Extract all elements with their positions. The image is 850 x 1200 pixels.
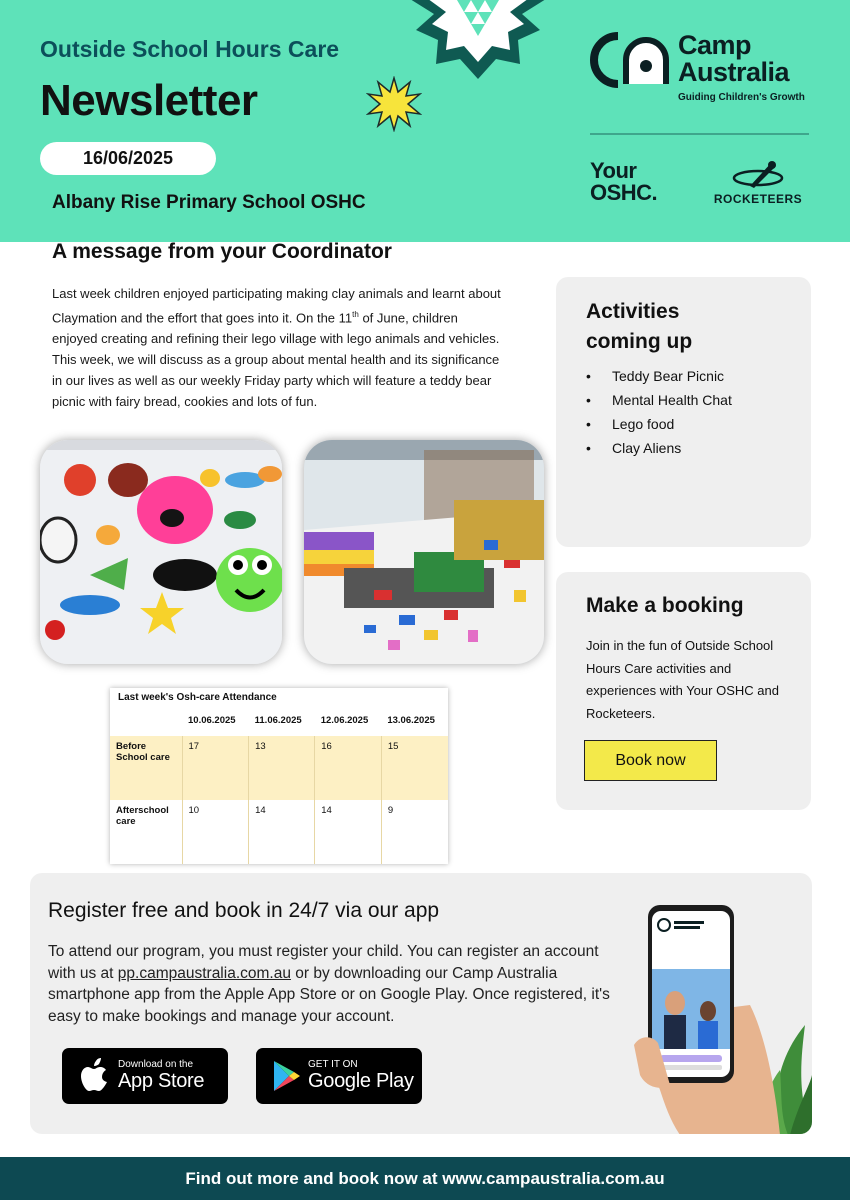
google-play-icon (272, 1060, 302, 1092)
activities-heading (586, 297, 786, 357)
attendance-date-header: 11.06.2025 (254, 714, 302, 726)
rocketeers-logo (706, 158, 810, 208)
bullet-icon: • (586, 440, 591, 456)
activities-heading-line2: coming up (586, 330, 693, 353)
rocket-icon (728, 158, 788, 190)
register-text-part2: or by downloading our Camp Australia smartphone app from the Apple App Store or on Google Play. Once registered, it's easy to make bookings and manage your account. (48, 964, 610, 1025)
attendance-cell: 10 (182, 800, 249, 864)
google-play-small-label: GET IT ON (308, 1059, 358, 1070)
attendance-table (110, 704, 448, 864)
newsletter-header (0, 0, 850, 242)
app-store-button[interactable] (62, 1048, 228, 1104)
booking-text: Join in the fun of Outside School Hours Care activities and experiences with Your OSHC and Rocketeers. (586, 638, 779, 721)
attendance-cell: 13 (249, 736, 315, 800)
your-oshc-logo (590, 160, 657, 204)
app-store-small-label: Download on the (118, 1059, 194, 1070)
list-item (586, 412, 732, 436)
google-play-big-label: Google Play (308, 1070, 414, 1092)
camp-australia-logo (586, 30, 816, 108)
attendance-date-header: 10.06.2025 (188, 714, 236, 726)
your-oshc-line1: Your (590, 158, 637, 183)
brand-tagline: Guiding Children's Growth (678, 92, 805, 103)
register-link[interactable]: pp.campaustralia.com.au (117, 964, 291, 982)
yellow-starburst-icon (366, 76, 422, 132)
brand-name-line1: Camp (678, 30, 752, 60)
activity-label: Teddy Bear Picnic (612, 368, 725, 384)
attendance-cell: 17 (182, 736, 249, 800)
newsletter-date: 16/06/2025 (40, 142, 216, 175)
coordinator-message (52, 283, 502, 412)
list-item (586, 388, 732, 412)
register-section (30, 873, 812, 1134)
message-text-part1: Last week children enjoyed participating making clay animals and learnt about Claymation and the effort that goes into it. On the 11 (52, 286, 501, 326)
coordinator-heading: A message from your Coordinator (52, 240, 392, 263)
activity-label: Clay Aliens (612, 440, 682, 456)
attendance-cell: 16 (315, 736, 382, 800)
message-superscript: th (352, 310, 359, 319)
message-text-part2: of June, children enjoyed creating and refining their lego village with lego animals and vehicles. This week, we will discuss as a group about mental health and its significance in our lives as well as our weekly Friday party which will feature a teddy bear picnic with fairy bread, cookies and lots of fun. (52, 310, 500, 410)
attendance-cell: 15 (381, 736, 448, 800)
activities-list (586, 364, 732, 460)
book-now-button[interactable]: Book now (584, 740, 717, 781)
activities-heading-line1: Activities (586, 300, 680, 323)
attendance-table-card (110, 688, 448, 864)
newsletter-title: Newsletter (40, 76, 258, 125)
attendance-header-row (110, 704, 448, 736)
attendance-row (110, 800, 448, 864)
header-divider (590, 133, 809, 135)
brand-name-line2: Australia (678, 57, 790, 87)
camp-australia-ca-icon (586, 30, 672, 90)
attendance-title: Last week's Osh-care Attendance (118, 692, 277, 703)
footer-banner[interactable]: Find out more and book now at www.campaustralia.com.au (0, 1157, 850, 1200)
attendance-cell: 9 (387, 805, 394, 816)
newsletter-subtitle: Outside School Hours Care (40, 36, 340, 62)
register-text-part1: To attend our program, you must register your child. You can register an account with us at (48, 943, 599, 982)
apple-icon (78, 1056, 112, 1096)
attendance-row (110, 736, 448, 800)
attendance-date-header: 13.06.2025 (387, 714, 435, 726)
activity-label: Mental Health Chat (612, 392, 732, 408)
register-heading: Register free and book in 24/7 via our app (48, 899, 440, 922)
booking-heading: Make a booking (586, 594, 744, 617)
attendance-corner-cell (110, 704, 182, 736)
lego-village-photo (304, 440, 544, 664)
list-item (586, 364, 732, 388)
bullet-icon: • (586, 416, 591, 432)
list-item (586, 436, 732, 460)
booking-card (556, 572, 811, 810)
bullet-icon: • (586, 392, 591, 408)
app-store-big-label: App Store (118, 1070, 205, 1092)
attendance-date-header: 12.06.2025 (320, 714, 369, 726)
bullet-icon: • (586, 368, 591, 384)
activities-card (556, 277, 811, 547)
attendance-row-label: Before School care (110, 736, 182, 800)
attendance-cell: 14 (315, 800, 382, 864)
triangle-pattern-star-decoration (398, 0, 558, 84)
attendance-row-label: Afterschool care (110, 800, 182, 864)
rocketeers-label: ROCKETEERS (713, 192, 803, 206)
brand-name (678, 32, 789, 86)
activity-label: Lego food (612, 416, 675, 432)
school-name: Albany Rise Primary School OSHC (52, 192, 366, 213)
clay-animals-photo (40, 440, 282, 664)
google-play-button[interactable] (256, 1048, 422, 1104)
register-text (48, 941, 618, 1027)
attendance-cell: 14 (249, 800, 315, 864)
your-oshc-line2: OSHC. (590, 180, 658, 205)
phone-app-illustration (630, 895, 812, 1134)
